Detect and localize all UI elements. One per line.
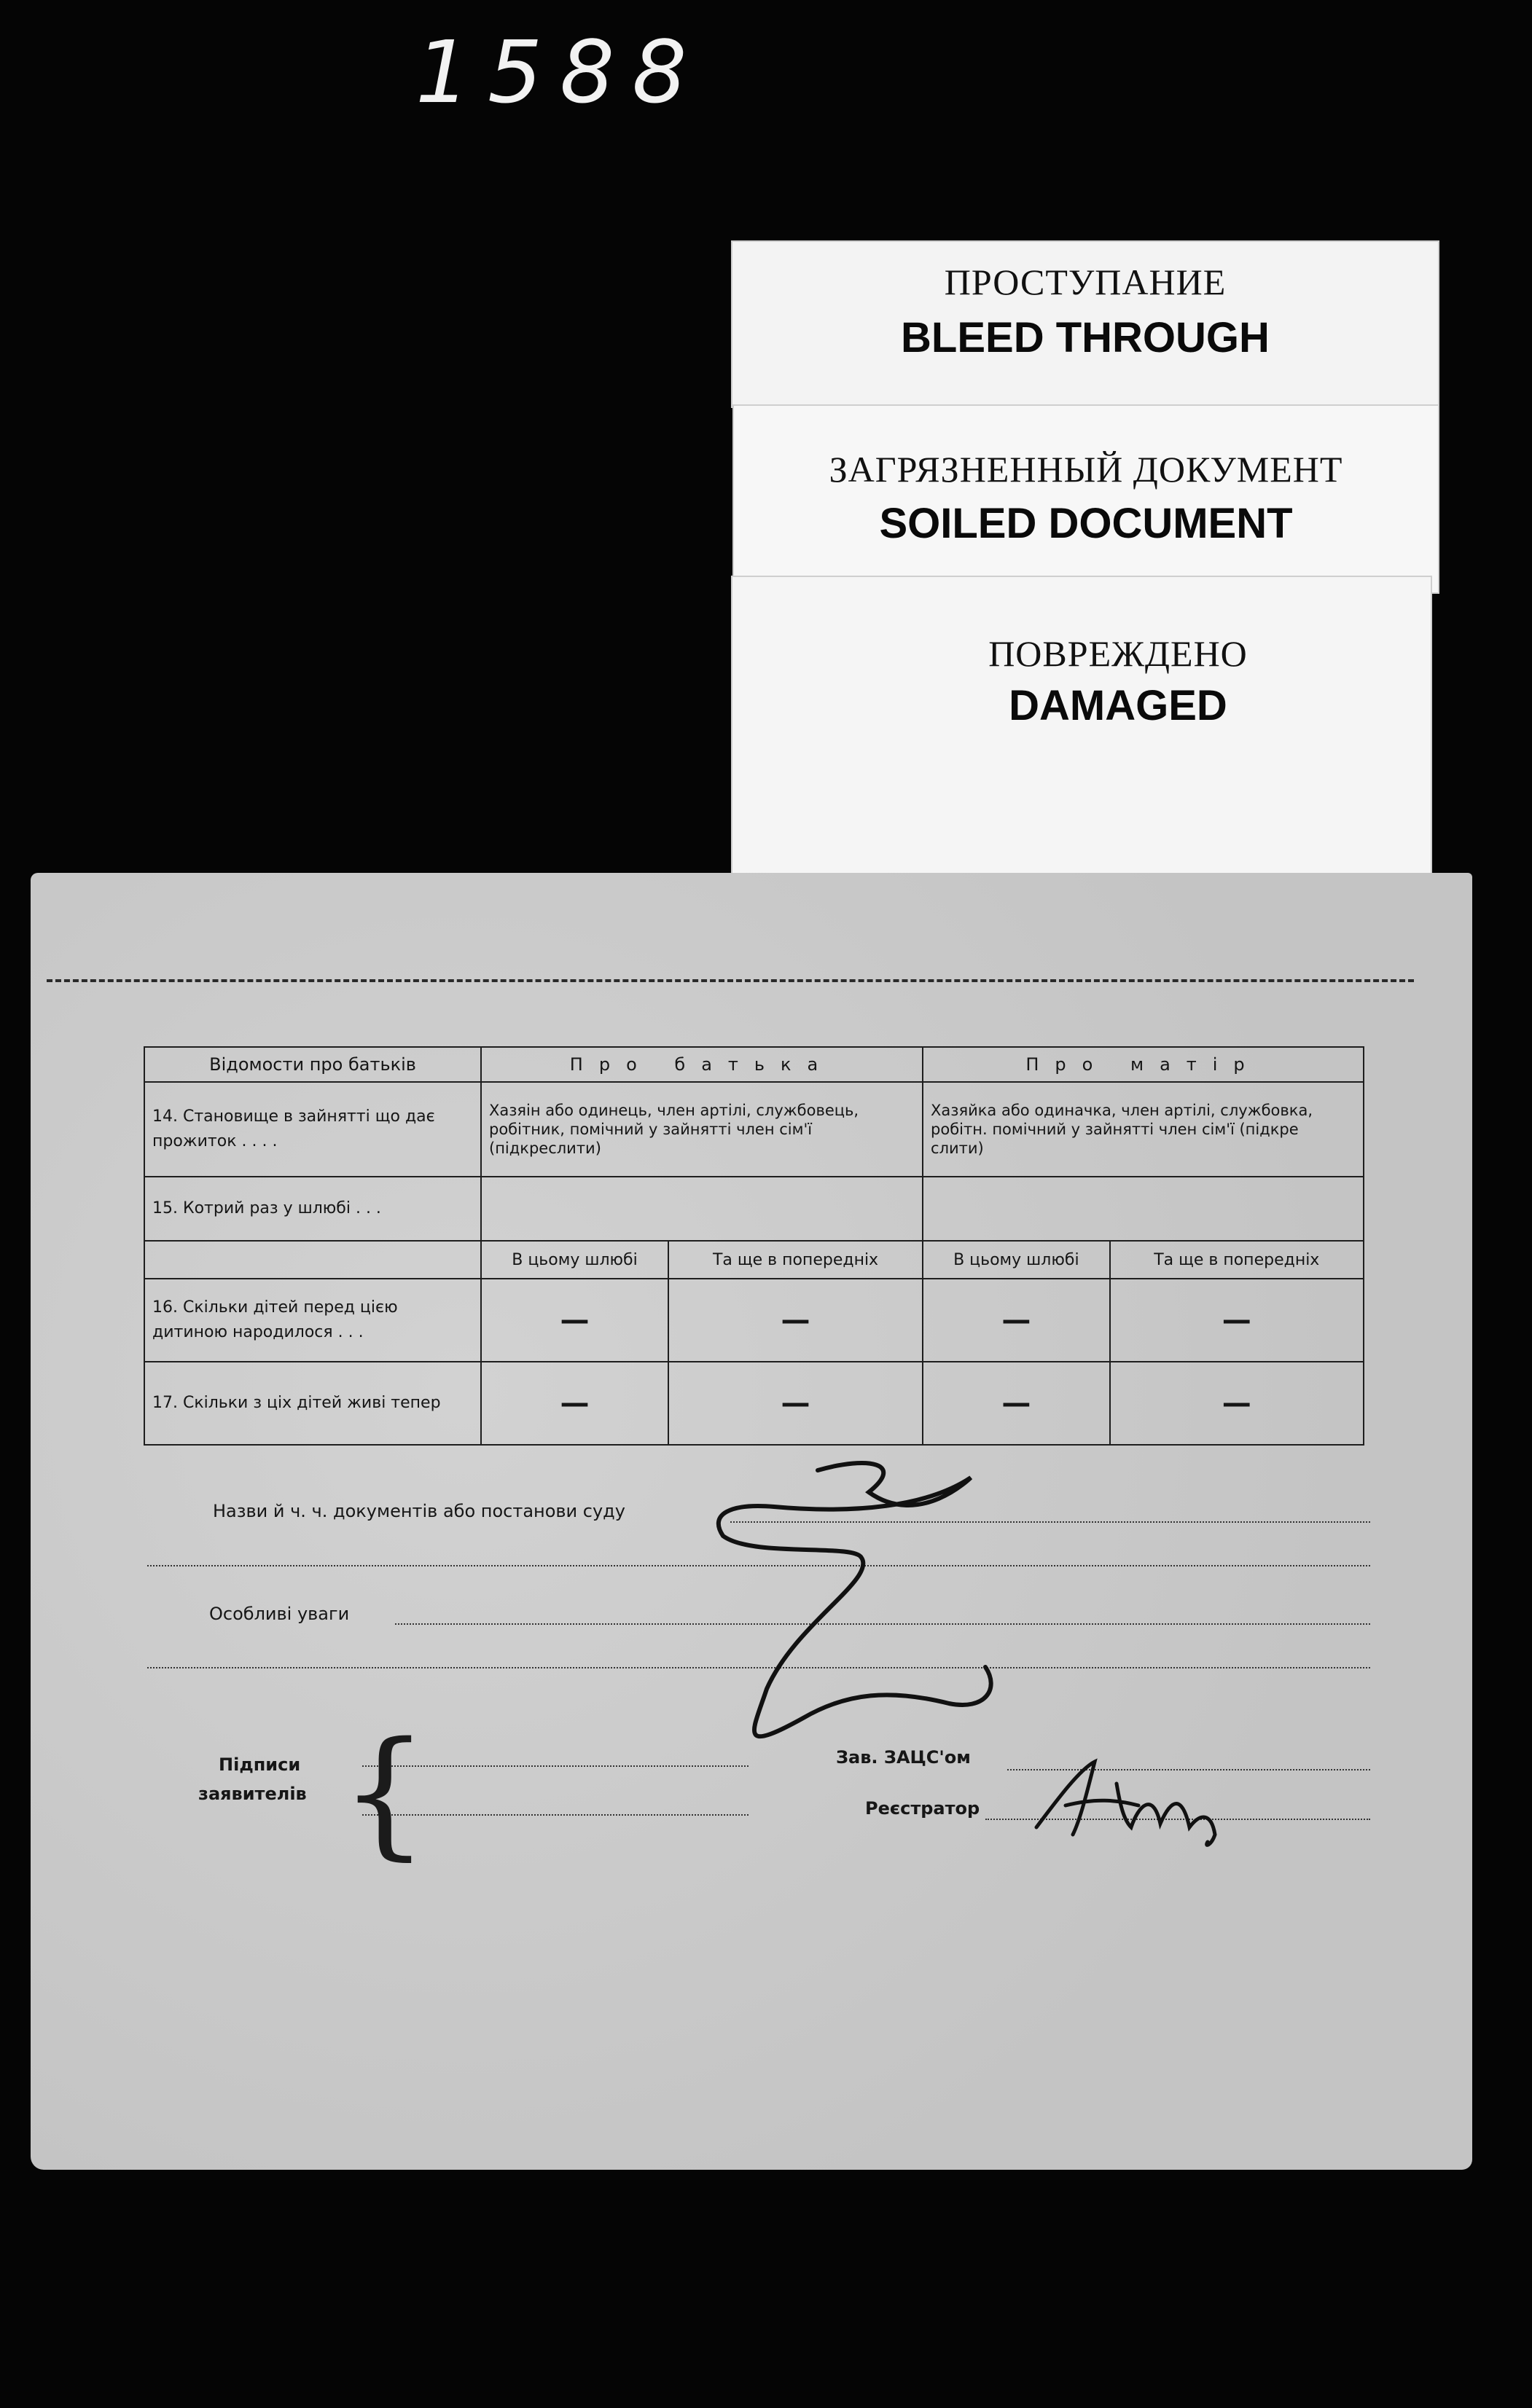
row16-value: — <box>668 1279 923 1362</box>
row16-value: — <box>1110 1279 1364 1362</box>
row15-mother <box>923 1177 1364 1241</box>
row14-father: Хазяін або одинець, член артілі, службовець, робітник, помічний у зайнятті член сім'ї (підкреслити) <box>481 1082 923 1177</box>
tear-line <box>47 979 1414 982</box>
row15-father <box>481 1177 923 1241</box>
row17-value: — <box>1110 1362 1364 1445</box>
notice-card-damaged <box>731 576 1432 874</box>
row17-label: 17. Скільки з ціх дітей живі тепер <box>144 1362 481 1445</box>
notice-en: DAMAGED <box>1009 682 1227 729</box>
notice-ru: ПРОСТУПАНИЕ <box>944 262 1227 302</box>
documents-label: Назви й ч. ч. документів або постанови суду <box>213 1501 625 1521</box>
subheader-mother-this: В цьому шлюбі <box>923 1241 1110 1279</box>
notice-en: SOILED DOCUMENT <box>879 500 1293 547</box>
parents-info-table <box>144 1046 1364 1446</box>
signatures-label-2: заявителів <box>198 1784 307 1804</box>
handwritten-z-mark <box>708 1448 1131 1791</box>
row17-value: — <box>668 1362 923 1445</box>
header-father: Про батька <box>481 1047 923 1082</box>
signatures-brace: { <box>340 1712 429 1873</box>
registrar-label: Реєстратор <box>865 1798 980 1819</box>
remarks-label: Особливі уваги <box>209 1604 350 1624</box>
row15-label: 15. Котрий раз у шлюбі . . . <box>144 1177 481 1241</box>
row14-mother: Хазяйка або одиначка, член артілі, службовка, робітн. помічний у зайнятті член сім'ї (підкре слити) <box>923 1082 1364 1177</box>
signatures-label: Підписи <box>219 1754 301 1775</box>
notice-ru: ЗАГРЯЗНЕННЫЙ ДОКУМЕНТ <box>829 449 1343 490</box>
row16-value: — <box>923 1279 1110 1362</box>
row14-label: 14. Становище в зайнятті що дає прожиток . . . . <box>144 1082 481 1177</box>
registrar-signature <box>1029 1754 1248 1849</box>
registry-form <box>31 873 1472 2170</box>
notice-card-soiled <box>732 404 1439 594</box>
notice-card-bleed-through <box>731 240 1439 408</box>
head-zags-label: Зав. ЗАЦС'ом <box>836 1747 971 1768</box>
subheader-spacer <box>144 1241 481 1279</box>
notice-en: BLEED THROUGH <box>901 314 1270 361</box>
notice-ru: ПОВРЕЖДЕНО <box>988 633 1248 674</box>
subheader-mother-previous: Та ще в попередніх <box>1110 1241 1364 1279</box>
header-info: Відомости про батьків <box>144 1047 481 1082</box>
subheader-father-this: В цьому шлюбі <box>481 1241 668 1279</box>
frame-number: 1588 <box>415 22 705 122</box>
row16-label: 16. Скільки дітей перед цією дитиною народилося . . . <box>144 1279 481 1362</box>
subheader-father-previous: Та ще в попередніх <box>668 1241 923 1279</box>
header-mother: Про матір <box>923 1047 1364 1082</box>
row17-value: — <box>923 1362 1110 1445</box>
row17-value: — <box>481 1362 668 1445</box>
row16-value: — <box>481 1279 668 1362</box>
